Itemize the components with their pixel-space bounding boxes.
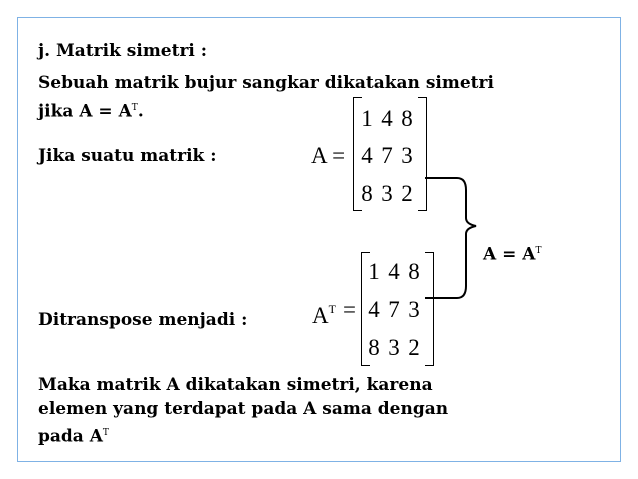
matrix-a-cell: 4 — [361, 143, 373, 168]
matrix-a-cell: 2 — [401, 181, 413, 206]
definition-line-1: Sebuah matrik bujur sangkar dikatakan simetri — [38, 73, 494, 93]
matrix-a-cell: 7 — [381, 143, 393, 168]
matrix-at-cell: 8 — [408, 259, 420, 284]
conclusion-line-3 — [38, 422, 109, 448]
matrix-a-cell: 3 — [381, 181, 393, 206]
equality-sup: T — [535, 246, 542, 256]
matrix-at-cell: 3 — [408, 297, 420, 322]
matrix-at-label-base: A — [312, 303, 329, 328]
matrix-a-cell: 8 — [401, 106, 413, 131]
slide-heading: j. Matrik simetri : — [38, 41, 208, 61]
matrix-at-cell: 1 — [368, 259, 380, 284]
matrix-a-label: A = — [311, 143, 346, 168]
matrix-at-cell: 2 — [408, 335, 420, 360]
matrix-at-cell: 4 — [388, 259, 400, 284]
matrix-at-equals: = — [343, 297, 356, 322]
matrix-at-right-bracket — [425, 252, 434, 366]
matrix-at-label — [312, 296, 336, 329]
matrix-a-cell: 8 — [361, 181, 373, 206]
transpose-label: Ditranspose menjadi : — [38, 310, 248, 330]
matrix-at-cell: 8 — [368, 335, 380, 360]
definition-line-2-text: jika A = A — [38, 101, 132, 122]
equality-text: A = A — [483, 244, 536, 265]
matrix-a-cell: 4 — [381, 106, 393, 131]
definition-line-2-suffix: . — [137, 101, 144, 122]
definition-line-2-sup: T — [131, 103, 138, 113]
conclusion-line-3-text: pada A — [38, 426, 103, 447]
matrix-at-cell: 3 — [388, 335, 400, 360]
matrix-at-cell: 7 — [388, 297, 400, 322]
matrix-a-cell: 1 — [361, 106, 373, 131]
conclusion-line-3-sup: T — [102, 428, 109, 438]
equality-statement — [483, 240, 541, 266]
conclusion-line-1: Maka matrik A dikatakan simetri, karena — [38, 375, 433, 395]
conclusion-line-2: elemen yang terdapat pada A sama dengan — [38, 399, 449, 419]
matrix-at-label-sup: T — [328, 302, 336, 316]
matrix-a-cell: 3 — [401, 143, 413, 168]
given-matrix-label: Jika suatu matrik : — [38, 146, 217, 166]
matrix-at-cell: 4 — [368, 297, 380, 322]
